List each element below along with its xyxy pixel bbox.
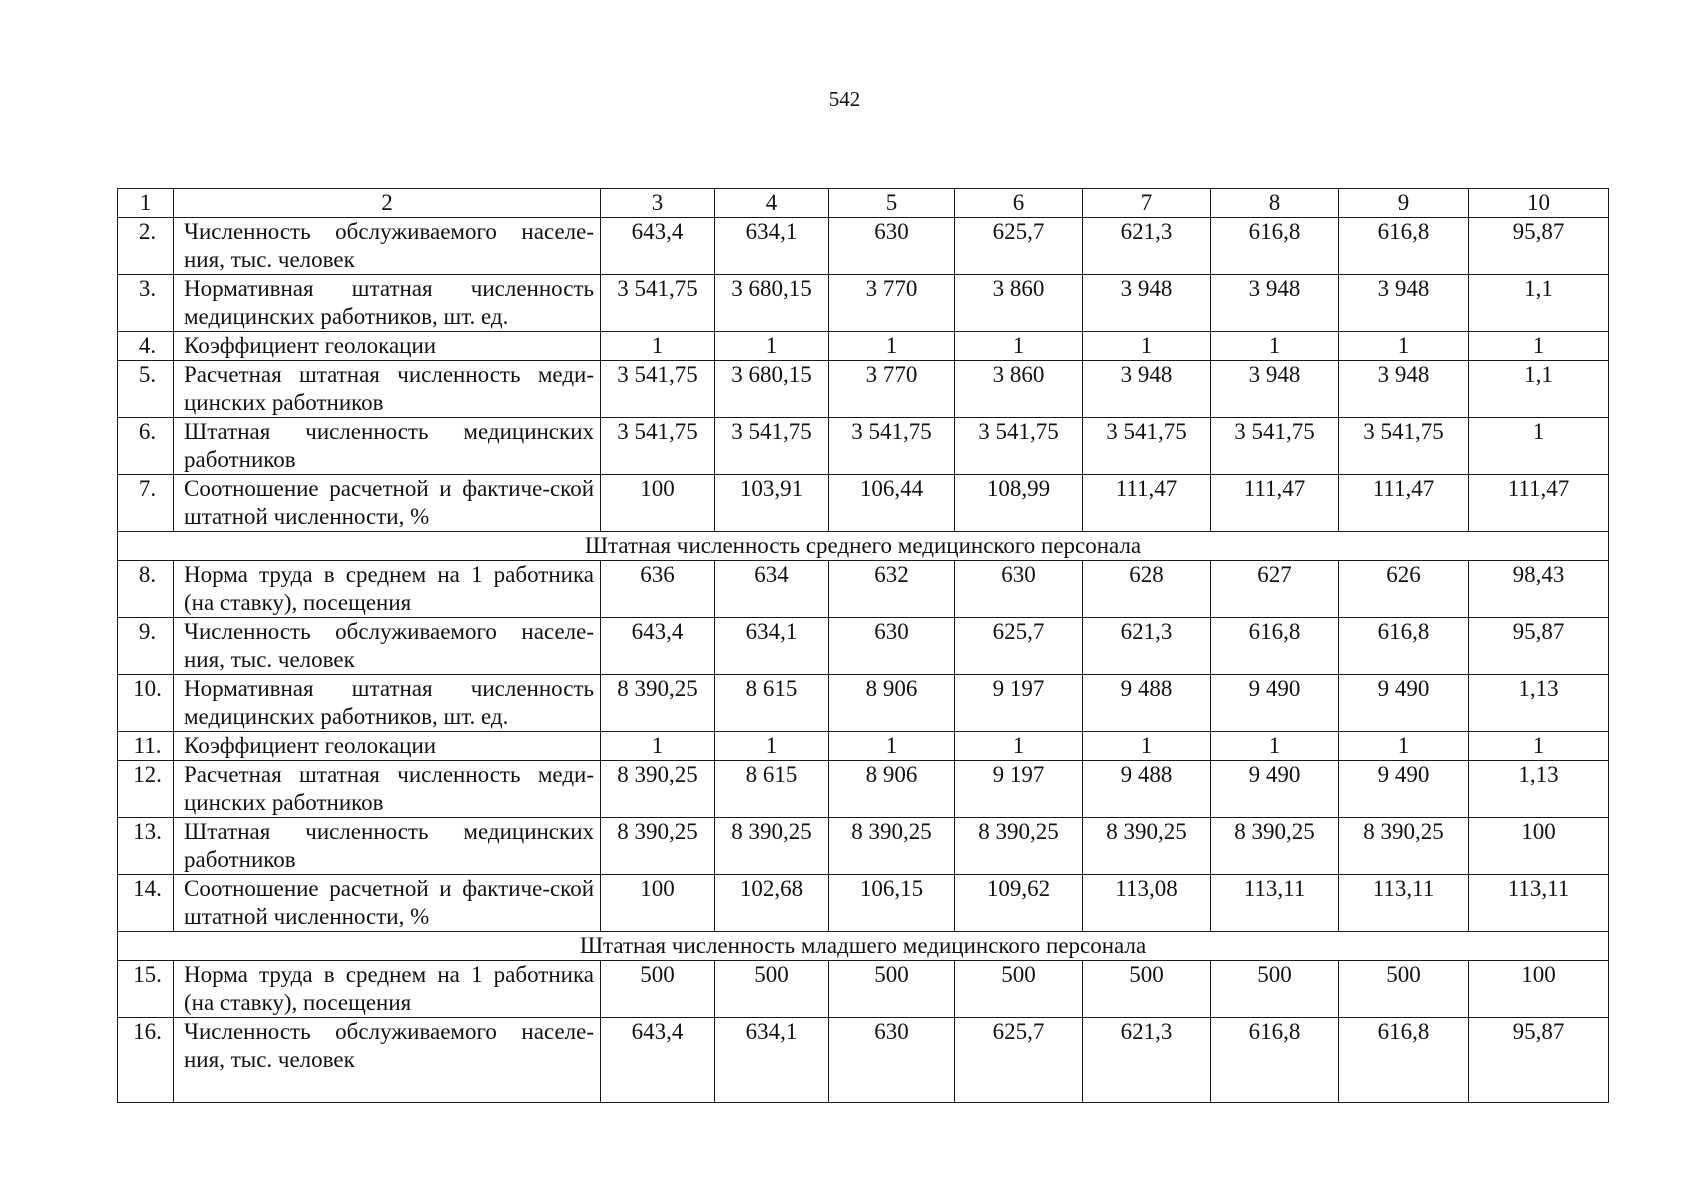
value-cell: 113,11 [1469, 875, 1609, 932]
header-cell: 2 [174, 189, 601, 218]
value-cell: 621,3 [1083, 618, 1211, 675]
row-number: 7. [118, 475, 174, 532]
value-cell: 630 [829, 218, 955, 275]
value-cell: 106,15 [829, 875, 955, 932]
value-cell: 100 [1469, 961, 1609, 1018]
value-cell: 634,1 [715, 618, 829, 675]
value-cell: 1 [955, 732, 1083, 761]
table-row [118, 475, 1609, 532]
value-cell: 1 [1469, 332, 1609, 361]
value-cell: 630 [829, 618, 955, 675]
table-row [118, 875, 1609, 932]
value-cell: 500 [1339, 961, 1469, 1018]
value-cell: 8 390,25 [601, 761, 715, 818]
section-row [118, 932, 1609, 961]
value-cell: 630 [829, 1018, 955, 1103]
value-cell: 9 197 [955, 761, 1083, 818]
row-number: 16. [118, 1018, 174, 1103]
value-cell: 9 490 [1211, 675, 1339, 732]
value-cell: 634,1 [715, 218, 829, 275]
row-description: Штатная численность медицинских работников [174, 818, 601, 875]
row-number: 9. [118, 618, 174, 675]
table-row [118, 332, 1609, 361]
row-description: Расчетная штатная численность меди-цинских работников [174, 761, 601, 818]
value-cell: 1 [1211, 332, 1339, 361]
row-number: 13. [118, 818, 174, 875]
row-description: Нормативная штатная численность медицинских работников, шт. ед. [174, 275, 601, 332]
value-cell: 8 615 [715, 761, 829, 818]
value-cell: 500 [715, 961, 829, 1018]
row-number: 10. [118, 675, 174, 732]
value-cell: 3 541,75 [715, 418, 829, 475]
value-cell: 3 541,75 [601, 361, 715, 418]
value-cell: 113,08 [1083, 875, 1211, 932]
row-description: Коэффициент геолокации [174, 332, 601, 361]
value-cell: 632 [829, 561, 955, 618]
header-cell: 5 [829, 189, 955, 218]
value-cell: 8 390,25 [715, 818, 829, 875]
value-cell: 3 770 [829, 275, 955, 332]
value-cell: 616,8 [1211, 618, 1339, 675]
value-cell: 111,47 [1469, 475, 1609, 532]
value-cell: 1 [1083, 332, 1211, 361]
value-cell: 100 [1469, 818, 1609, 875]
value-cell: 634 [715, 561, 829, 618]
value-cell: 627 [1211, 561, 1339, 618]
value-cell: 9 490 [1339, 761, 1469, 818]
value-cell: 625,7 [955, 218, 1083, 275]
row-description: Численность обслуживаемого населе-ния, тыс. человек [174, 218, 601, 275]
row-description: Нормативная штатная численность медицинских работников, шт. ед. [174, 675, 601, 732]
value-cell: 111,47 [1083, 475, 1211, 532]
value-cell: 113,11 [1339, 875, 1469, 932]
table-row [118, 618, 1609, 675]
value-cell: 100 [601, 475, 715, 532]
value-cell: 8 390,25 [1211, 818, 1339, 875]
value-cell: 643,4 [601, 1018, 715, 1103]
value-cell: 3 541,75 [955, 418, 1083, 475]
value-cell: 95,87 [1469, 218, 1609, 275]
value-cell: 3 541,75 [601, 275, 715, 332]
value-cell: 1 [829, 332, 955, 361]
value-cell: 616,8 [1339, 218, 1469, 275]
value-cell: 630 [955, 561, 1083, 618]
value-cell: 95,87 [1469, 1018, 1609, 1103]
value-cell: 8 390,25 [1339, 818, 1469, 875]
row-number: 12. [118, 761, 174, 818]
value-cell: 616,8 [1211, 1018, 1339, 1103]
value-cell: 1 [715, 332, 829, 361]
value-cell: 106,44 [829, 475, 955, 532]
row-number: 15. [118, 961, 174, 1018]
table-row [118, 961, 1609, 1018]
header-row [118, 189, 1609, 218]
value-cell: 3 680,15 [715, 275, 829, 332]
value-cell: 3 948 [1211, 361, 1339, 418]
row-description: Соотношение расчетной и фактиче-ской штатной численности, % [174, 875, 601, 932]
value-cell: 500 [1083, 961, 1211, 1018]
value-cell: 1,13 [1469, 761, 1609, 818]
table-row [118, 561, 1609, 618]
value-cell: 643,4 [601, 618, 715, 675]
header-cell: 1 [118, 189, 174, 218]
value-cell: 3 860 [955, 275, 1083, 332]
row-description: Численность обслуживаемого населе-ния, тыс. человек [174, 618, 601, 675]
value-cell: 1 [1469, 732, 1609, 761]
value-cell: 3 948 [1083, 361, 1211, 418]
value-cell: 9 490 [1339, 675, 1469, 732]
header-cell: 8 [1211, 189, 1339, 218]
value-cell: 500 [1211, 961, 1339, 1018]
value-cell: 3 770 [829, 361, 955, 418]
value-cell: 616,8 [1211, 218, 1339, 275]
row-number: 5. [118, 361, 174, 418]
value-cell: 9 488 [1083, 675, 1211, 732]
value-cell: 3 948 [1339, 275, 1469, 332]
value-cell: 1 [1211, 732, 1339, 761]
value-cell: 1 [1339, 332, 1469, 361]
table-body [118, 189, 1609, 1103]
value-cell: 111,47 [1211, 475, 1339, 532]
value-cell: 3 541,75 [601, 418, 715, 475]
value-cell: 3 948 [1083, 275, 1211, 332]
header-cell: 10 [1469, 189, 1609, 218]
table-row [118, 675, 1609, 732]
value-cell: 3 948 [1339, 361, 1469, 418]
staffing-table [117, 188, 1609, 1103]
table-row [118, 1018, 1609, 1103]
value-cell: 1,1 [1469, 361, 1609, 418]
row-number: 4. [118, 332, 174, 361]
header-cell: 4 [715, 189, 829, 218]
header-cell: 3 [601, 189, 715, 218]
value-cell: 1 [1469, 418, 1609, 475]
table-row [118, 361, 1609, 418]
value-cell: 1 [1083, 732, 1211, 761]
row-description: Коэффициент геолокации [174, 732, 601, 761]
value-cell: 1 [829, 732, 955, 761]
table-row [118, 275, 1609, 332]
row-number: 8. [118, 561, 174, 618]
page-number: 542 [828, 87, 861, 111]
value-cell: 3 541,75 [829, 418, 955, 475]
value-cell: 9 488 [1083, 761, 1211, 818]
value-cell: 8 390,25 [601, 818, 715, 875]
value-cell: 8 390,25 [1083, 818, 1211, 875]
value-cell: 500 [601, 961, 715, 1018]
value-cell: 625,7 [955, 618, 1083, 675]
value-cell: 3 948 [1211, 275, 1339, 332]
row-number: 2. [118, 218, 174, 275]
value-cell: 616,8 [1339, 618, 1469, 675]
value-cell: 8 390,25 [829, 818, 955, 875]
table-row [118, 732, 1609, 761]
value-cell: 113,11 [1211, 875, 1339, 932]
row-description: Численность обслуживаемого населе-ния, тыс. человек [174, 1018, 601, 1103]
value-cell: 102,68 [715, 875, 829, 932]
value-cell: 626 [1339, 561, 1469, 618]
row-description: Норма труда в среднем на 1 работника (на ставку), посещения [174, 561, 601, 618]
value-cell: 8 615 [715, 675, 829, 732]
value-cell: 3 541,75 [1339, 418, 1469, 475]
value-cell: 1 [715, 732, 829, 761]
value-cell: 9 490 [1211, 761, 1339, 818]
value-cell: 98,43 [1469, 561, 1609, 618]
section-heading: Штатная численность младшего медицинского персонала [118, 932, 1609, 961]
value-cell: 3 541,75 [1083, 418, 1211, 475]
header-cell: 7 [1083, 189, 1211, 218]
row-description: Штатная численность медицинских работников [174, 418, 601, 475]
table-row [118, 761, 1609, 818]
value-cell: 616,8 [1339, 1018, 1469, 1103]
table-row [118, 818, 1609, 875]
value-cell: 621,3 [1083, 218, 1211, 275]
value-cell: 111,47 [1339, 475, 1469, 532]
value-cell: 500 [829, 961, 955, 1018]
row-number: 14. [118, 875, 174, 932]
value-cell: 1,13 [1469, 675, 1609, 732]
value-cell: 1,1 [1469, 275, 1609, 332]
value-cell: 8 906 [829, 761, 955, 818]
row-number: 6. [118, 418, 174, 475]
value-cell: 636 [601, 561, 715, 618]
value-cell: 100 [601, 875, 715, 932]
table-row [118, 418, 1609, 475]
value-cell: 628 [1083, 561, 1211, 618]
value-cell: 3 860 [955, 361, 1083, 418]
value-cell: 8 906 [829, 675, 955, 732]
value-cell: 3 541,75 [1211, 418, 1339, 475]
value-cell: 625,7 [955, 1018, 1083, 1103]
section-row [118, 532, 1609, 561]
value-cell: 500 [955, 961, 1083, 1018]
value-cell: 95,87 [1469, 618, 1609, 675]
value-cell: 9 197 [955, 675, 1083, 732]
value-cell: 643,4 [601, 218, 715, 275]
row-description: Расчетная штатная численность меди-цинских работников [174, 361, 601, 418]
header-cell: 6 [955, 189, 1083, 218]
value-cell: 634,1 [715, 1018, 829, 1103]
value-cell: 1 [1339, 732, 1469, 761]
value-cell: 108,99 [955, 475, 1083, 532]
table-row [118, 218, 1609, 275]
value-cell: 3 680,15 [715, 361, 829, 418]
value-cell: 1 [601, 732, 715, 761]
row-number: 3. [118, 275, 174, 332]
section-heading: Штатная численность среднего медицинского персонала [118, 532, 1609, 561]
row-number: 11. [118, 732, 174, 761]
header-cell: 9 [1339, 189, 1469, 218]
value-cell: 8 390,25 [601, 675, 715, 732]
value-cell: 8 390,25 [955, 818, 1083, 875]
value-cell: 1 [601, 332, 715, 361]
value-cell: 109,62 [955, 875, 1083, 932]
value-cell: 621,3 [1083, 1018, 1211, 1103]
value-cell: 1 [955, 332, 1083, 361]
row-description: Соотношение расчетной и фактиче-ской штатной численности, % [174, 475, 601, 532]
row-description: Норма труда в среднем на 1 работника (на ставку), посещения [174, 961, 601, 1018]
value-cell: 103,91 [715, 475, 829, 532]
